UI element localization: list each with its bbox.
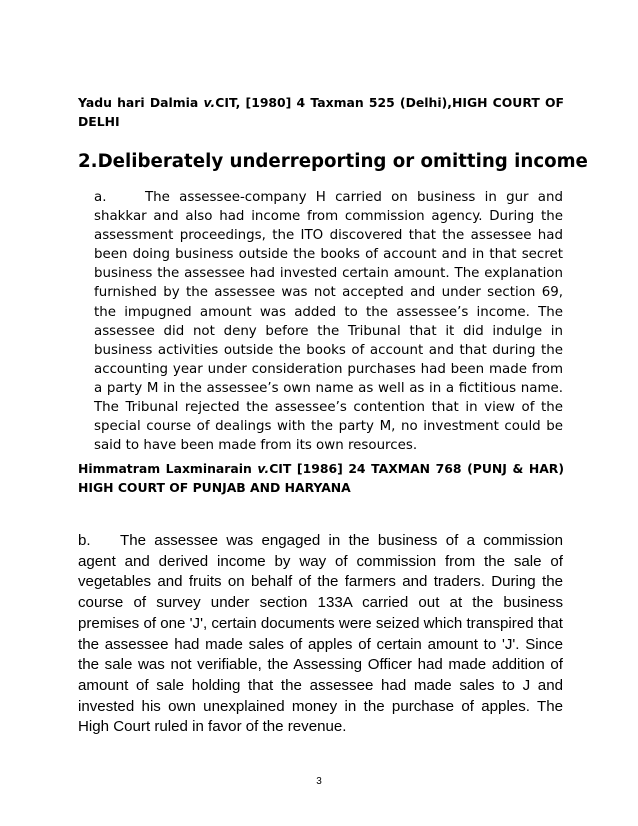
case-citation-himmatram	[78, 459, 564, 497]
paragraph-b	[78, 531, 563, 738]
paragraph-text: The assessee-company H carried on business in gur and shakkar and also had income from commission agency. During the assessment proceedings, the ITO discovered that the assessee had been doing business outside the books of account and in that secret business the assessee had invested certain amount. The explanation furnished by the assessee was not accepted and under section 69, the impugned amount was added to the assessee’s income. The assessee did not deny before the Tribunal that it did indulge in business activities outside the books of account and that during the accounting year under consideration purchases had been made from a party M in the assessee’s own name as well as in a fictitious name. The Tribunal rejected the assessee’s contention that in view of the special course of dealings with the party M, no investment could be said to have been made from its own resources.	[94, 190, 563, 454]
citation-versus: v.	[257, 461, 270, 476]
citation-text: Himmatram Laxminarain	[78, 461, 258, 476]
citation-text: CIT, [1980] 4 Taxman 525 (Delhi),HIGH COURT OF DELHI	[78, 95, 565, 129]
citation-text: Yadu hari Dalmia	[78, 95, 204, 110]
paragraph-label: a.	[94, 190, 107, 205]
case-citation-dalmia	[78, 93, 564, 131]
citation-text: CIT [1986] 24 TAXMAN 768 (PUNJ & HAR) HIGH COURT OF PUNJAB AND HARYANA	[78, 461, 564, 495]
paragraph-text: The assessee was engaged in the business of a commission agent and derived income by way of commission from the sale of vegetables and fruits on behalf of the farmers and traders. During the course of survey under section 133A carried out at the business premises of one 'J', certain documents were seized which transpired that the assessee had made sales of apples of certain amount to 'J'. Since the sale was not verifiable, the Assessing Officer had made addition of amount of sale holding that the assessee had made sales to J and invested his own unexplained money in the purchase of apples. The High Court ruled in favor of the revenue.	[78, 532, 563, 736]
section-heading: 2.Deliberately underreporting or omitting income	[78, 151, 588, 172]
paragraph-label: b.	[78, 532, 91, 549]
paragraph-a	[94, 188, 563, 455]
citation-versus: v.	[203, 95, 216, 110]
page-number: 3	[316, 776, 322, 787]
